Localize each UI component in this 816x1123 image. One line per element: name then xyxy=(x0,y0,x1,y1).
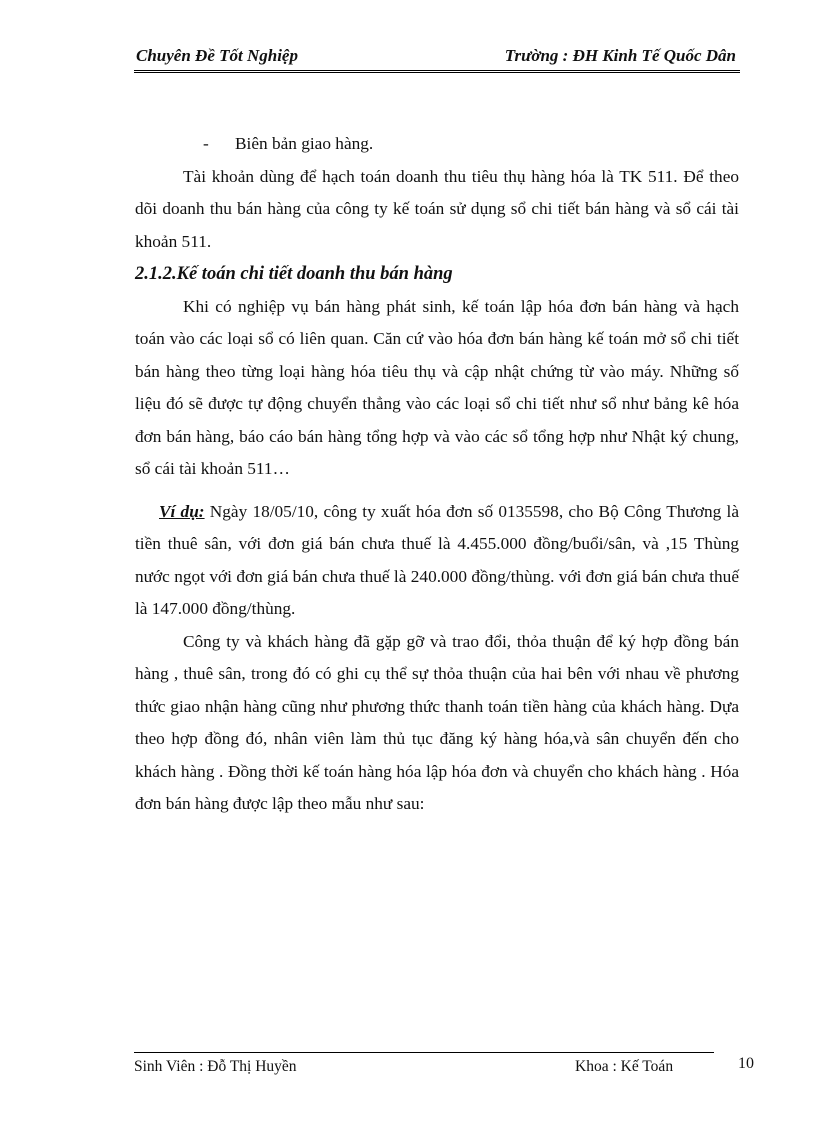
page-header xyxy=(134,44,738,70)
bullet-text: Biên bản giao hàng. xyxy=(235,134,374,153)
section-heading: 2.1.2.Kế toán chi tiết doanh thu bán hàng xyxy=(135,264,453,284)
header-university: Trường : ĐH Kinh Tế Quốc Dân xyxy=(504,46,736,65)
example-paragraph xyxy=(135,496,739,626)
footer-student: Sinh Viên : Đỗ Thị Huyền xyxy=(134,1058,297,1075)
header-divider xyxy=(134,70,740,73)
paragraph-contract: Công ty và khách hàng đã gặp gỡ và trao đổi, thỏa thuận để ký hợp đồng bán hàng , thuê sân, trong đó có ghi cụ thể sự thỏa thuận của hai bên với nhau về phương thức giao nhận hàng cũng như phương thức thanh toán tiền hàng của khách hàng. Dựa theo hợp đồng đó, nhân viên làm thủ tục đăng ký hàng hóa,và sân chuyển đến cho khách hàng . Đồng thời kế toán hàng hóa lập hóa đơn và chuyển cho khách hàng . Hóa đơn bán hàng được lập theo mẫu như sau: xyxy=(135,631,739,813)
bullet-item xyxy=(135,128,739,161)
paragraph-account: Tài khoản dùng để hạch toán doanh thu tiêu thụ hàng hóa là TK 511. Để theo dõi doanh thu bán hàng của công ty kế toán sử dụng sổ chi tiết bán hàng và sổ cái tài khoản 511. xyxy=(135,166,739,251)
header-thesis-title: Chuyên Đề Tốt Nghiệp xyxy=(136,46,298,65)
document-body xyxy=(135,128,739,821)
example-text: Ngày 18/05/10, công ty xuất hóa đơn số 0135598, cho Bộ Công Thương là tiền thuê sân, với đơn giá bán chưa thuế là 4.455.000 đồng/buổi/sân, và ,15 Thùng nước ngọt với đơn giá bán chưa thuế là 240.000 đồng/thùng. với đơn giá bán chưa thuế là 147.000 đồng/thùng. xyxy=(135,501,739,618)
footer-divider xyxy=(134,1052,714,1053)
footer-faculty: Khoa : Kế Toán xyxy=(575,1058,674,1075)
page-number: 10 xyxy=(738,1055,754,1072)
paragraph-process: Khi có nghiệp vụ bán hàng phát sinh, kế toán lập hóa đơn bán hàng và hạch toán vào các loại sổ có liên quan. Căn cứ vào hóa đơn bán hàng kế toán mở sổ chi tiết bán hàng theo từng loại hàng hóa tiêu thụ và cập nhật chứng từ vào máy. Những số liệu đó sẽ được tự động chuyển thẳng vào các loại sổ chi tiết như sổ như bảng kê hóa đơn bán hàng, báo cáo bán hàng tổng hợp và vào các sổ tổng hợp như Nhật ký chung, sổ cái tài khoản 511… xyxy=(135,296,739,478)
bullet-dash: - xyxy=(203,134,209,153)
example-label: Ví dụ: xyxy=(159,501,205,521)
